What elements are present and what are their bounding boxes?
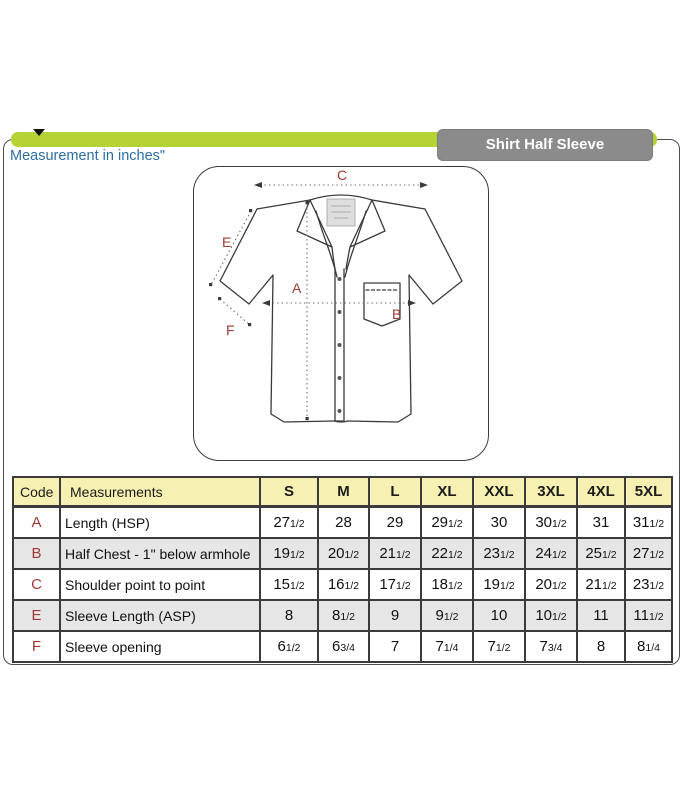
measurement-name-cell: Shoulder point to point <box>60 569 260 600</box>
fraction: 1/2 <box>495 642 511 654</box>
fraction: 1/2 <box>649 549 665 561</box>
fraction: 3/4 <box>547 642 563 654</box>
fraction: 1/2 <box>443 611 459 623</box>
value-cell: 251/2 <box>577 538 625 569</box>
table-row-c <box>13 569 672 600</box>
label-c: C <box>337 167 348 183</box>
column-header-s: S <box>260 477 318 507</box>
fraction: 1/4 <box>645 642 660 654</box>
measure-line-f <box>220 299 250 325</box>
value-cell: 101/2 <box>525 600 577 631</box>
value-cell: 181/2 <box>421 569 473 600</box>
table-body <box>13 507 672 663</box>
page-title: Shirt Half Sleeve <box>437 129 653 161</box>
table-row-f <box>13 631 672 662</box>
fraction: 1/2 <box>552 549 567 561</box>
value-cell: 31 <box>577 507 625 539</box>
value-cell: 81/2 <box>318 600 369 631</box>
fraction: 1/2 <box>552 580 567 592</box>
shirt-diagram <box>193 166 489 461</box>
shirt-illustration <box>194 167 488 460</box>
fraction: 1/2 <box>340 611 355 623</box>
value-cell: 73/4 <box>525 631 577 662</box>
value-cell: 29 <box>369 507 421 539</box>
table-header-row <box>13 477 672 507</box>
value-cell: 161/2 <box>318 569 369 600</box>
value-cell: 71/2 <box>473 631 525 662</box>
code-cell: C <box>13 569 60 600</box>
measurement-unit-note: Measurement in inches" <box>10 148 166 164</box>
arrow-c-left <box>254 182 262 188</box>
value-cell: 151/2 <box>260 569 318 600</box>
column-header-measurements: Measurements <box>60 477 260 507</box>
fraction: 1/2 <box>602 580 617 592</box>
measurement-name-cell: Sleeve opening <box>60 631 260 662</box>
caret-down-icon <box>33 129 45 136</box>
code-cell: F <box>13 631 60 662</box>
value-cell: 201/2 <box>525 569 577 600</box>
fraction: 1/2 <box>649 580 665 592</box>
value-cell: 211/2 <box>369 538 421 569</box>
value-cell: 271/2 <box>625 538 672 569</box>
column-header-xxl: XXL <box>473 477 525 507</box>
fraction: 1/2 <box>552 518 567 530</box>
code-cell: B <box>13 538 60 569</box>
column-header-xl: XL <box>421 477 473 507</box>
value-cell: 7 <box>369 631 421 662</box>
value-cell: 28 <box>318 507 369 539</box>
table-row-e <box>13 600 672 631</box>
value-cell: 191/2 <box>473 569 525 600</box>
shirt-outline <box>220 209 462 422</box>
arrow-c-right <box>420 182 428 188</box>
fraction: 1/2 <box>649 518 665 530</box>
fraction: 1/2 <box>602 549 617 561</box>
value-cell: 11 <box>577 600 625 631</box>
fraction: 3/4 <box>340 642 355 654</box>
code-cell: A <box>13 507 60 539</box>
value-cell: 271/2 <box>260 507 318 539</box>
column-header-3xl: 3XL <box>525 477 577 507</box>
value-cell: 231/2 <box>625 569 672 600</box>
table-row-a <box>13 507 672 539</box>
fraction: 1/2 <box>290 549 305 561</box>
column-header-code: Code <box>13 477 60 507</box>
code-cell: E <box>13 600 60 631</box>
label-f: F <box>226 322 235 338</box>
fraction: 1/2 <box>290 580 305 592</box>
neck-label <box>327 199 355 226</box>
value-cell: 311/2 <box>625 507 672 539</box>
fraction: 1/2 <box>552 611 567 623</box>
value-cell: 291/2 <box>421 507 473 539</box>
column-header-m: M <box>318 477 369 507</box>
value-cell: 171/2 <box>369 569 421 600</box>
fraction: 1/2 <box>648 611 664 623</box>
value-cell: 211/2 <box>577 569 625 600</box>
measurement-name-cell: Half Chest - 1" below armhole <box>60 538 260 569</box>
label-e: E <box>222 234 232 250</box>
value-cell: 10 <box>473 600 525 631</box>
value-cell: 111/2 <box>625 600 672 631</box>
fraction: 1/2 <box>344 580 360 592</box>
buttons <box>338 277 342 413</box>
value-cell: 201/2 <box>318 538 369 569</box>
fraction: 1/2 <box>448 518 463 530</box>
value-cell: 61/2 <box>260 631 318 662</box>
arrow-b-left <box>262 300 270 306</box>
column-header-l: L <box>369 477 421 507</box>
measurement-name-cell: Sleeve Length (ASP) <box>60 600 260 631</box>
value-cell: 301/2 <box>525 507 577 539</box>
fraction: 1/2 <box>396 549 411 561</box>
value-cell: 221/2 <box>421 538 473 569</box>
measurement-name-cell: Length (HSP) <box>60 507 260 539</box>
fraction: 1/2 <box>448 580 463 592</box>
fraction: 1/2 <box>500 580 515 592</box>
value-cell: 81/4 <box>625 631 672 662</box>
value-cell: 191/2 <box>260 538 318 569</box>
value-cell: 8 <box>577 631 625 662</box>
fraction: 1/2 <box>344 549 360 561</box>
value-cell: 63/4 <box>318 631 369 662</box>
column-header-4xl: 4XL <box>577 477 625 507</box>
fraction: 1/2 <box>396 580 411 592</box>
value-cell: 8 <box>260 600 318 631</box>
fraction: 1/4 <box>443 642 459 654</box>
fraction: 1/2 <box>290 518 305 530</box>
table-row-b <box>13 538 672 569</box>
value-cell: 241/2 <box>525 538 577 569</box>
fraction: 1/2 <box>285 642 301 654</box>
table-header-row <box>13 477 672 507</box>
column-header-5xl: 5XL <box>625 477 672 507</box>
value-cell: 91/2 <box>421 600 473 631</box>
fraction: 1/2 <box>448 549 463 561</box>
arrow-b-right <box>408 300 416 306</box>
value-cell: 9 <box>369 600 421 631</box>
fraction: 1/2 <box>500 549 515 561</box>
value-cell: 30 <box>473 507 525 539</box>
label-b: B <box>392 306 402 322</box>
label-a: A <box>292 280 302 296</box>
value-cell: 231/2 <box>473 538 525 569</box>
value-cell: 71/4 <box>421 631 473 662</box>
size-chart-table <box>12 476 673 663</box>
